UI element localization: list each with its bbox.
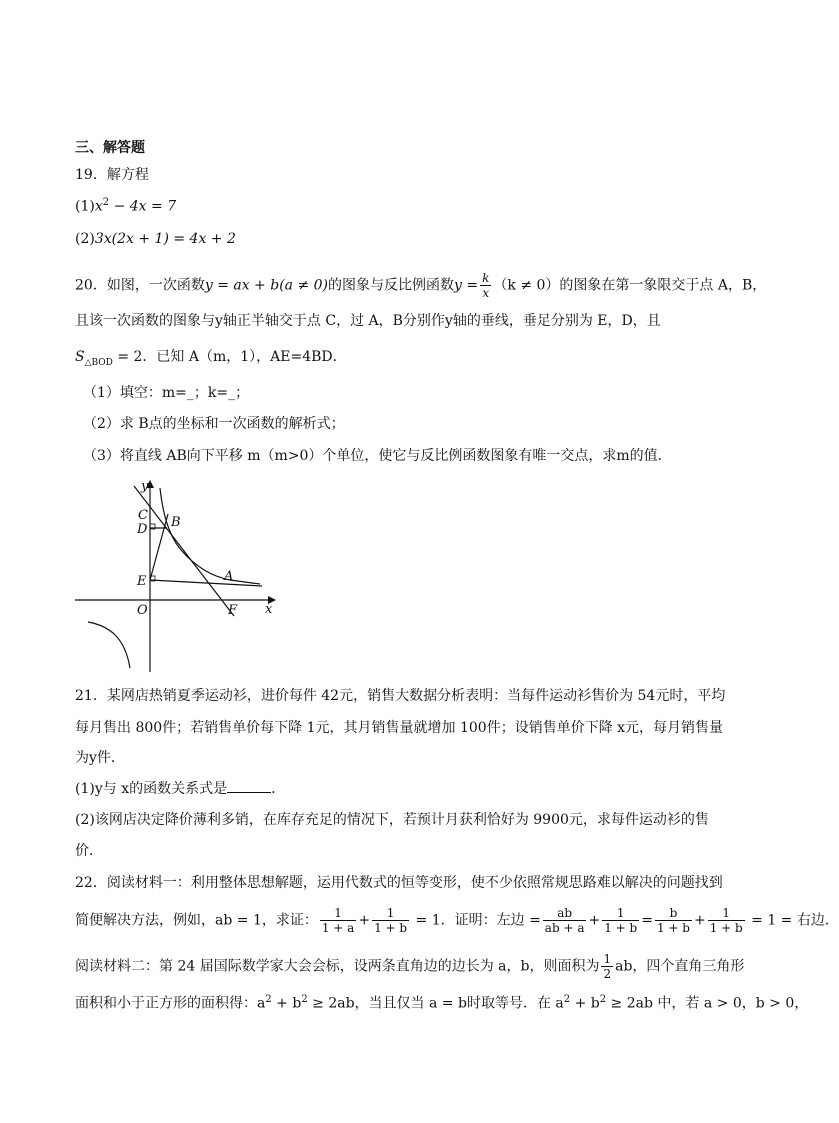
label-x: x bbox=[265, 602, 273, 617]
q22-frac-5 bbox=[655, 906, 692, 935]
hyperbola-branch-1 bbox=[160, 488, 260, 584]
section-title: 三、解答题 bbox=[75, 140, 145, 156]
q21-line2: 每月售出 800件；若销售单价每下降 1元，其月销售量就增加 100件；设销售单价下降 x元，每月销售量 bbox=[75, 720, 724, 736]
q22-l2-b: = 1．证明：左边 = bbox=[411, 912, 541, 929]
q20-cond1: (a ≠ 0) bbox=[279, 277, 329, 294]
q19-p1-sup: 2 bbox=[102, 197, 110, 208]
label-a: A bbox=[224, 569, 234, 584]
q22-l4-d: + b bbox=[570, 995, 600, 1012]
q20-sub2: （2）求 B点的坐标和一次函数的解析式； bbox=[83, 416, 345, 432]
q20-line2: 且该一次函数的图象与y轴正半轴交于点 C，过 A，B分别作y轴的垂线，垂足分别为 E，D，且 bbox=[75, 313, 661, 329]
q21-sub1 bbox=[75, 778, 285, 799]
frac-den: 1 + b bbox=[604, 921, 638, 935]
q21-sub2-cont: 价． bbox=[75, 843, 103, 859]
plus-sign: + bbox=[588, 912, 601, 929]
q22-l4-c: ≥ 2ab，当且仅当 a = b时取等号．在 a bbox=[307, 995, 564, 1012]
q22-l3-a: 阅读材料二：第 24 届国际数学家大会会标，设两条直角边的边长为 a，b，则面积为 bbox=[75, 958, 600, 975]
q20-cond2: （k ≠ 0） bbox=[493, 277, 560, 294]
frac-num: b bbox=[655, 906, 692, 921]
q20-fn1: y = ax + b bbox=[204, 277, 280, 294]
frac-den: 1 + b bbox=[709, 921, 743, 935]
frac-num: 1 bbox=[603, 952, 612, 966]
label-e: E bbox=[137, 574, 147, 589]
sup-2: 2 bbox=[301, 994, 308, 1005]
q20-frac-k bbox=[480, 271, 491, 300]
frac-num: 1 bbox=[372, 906, 409, 921]
q19-part2 bbox=[75, 229, 236, 249]
q20-s-sub: △BOD bbox=[84, 357, 113, 368]
equals-sign: = bbox=[641, 912, 653, 929]
q22-line3 bbox=[75, 952, 744, 981]
q21-s1-b: ． bbox=[271, 781, 286, 797]
q19-p2-eq: 3x(2x + 1) = 4x + 2 bbox=[94, 231, 236, 247]
q22-line2 bbox=[75, 906, 839, 935]
frac-den: ab + a bbox=[544, 921, 585, 935]
q22-frac-6 bbox=[708, 906, 745, 935]
plus-sign: + bbox=[693, 912, 706, 929]
label-o: O bbox=[137, 603, 148, 618]
frac-den: 1 + b bbox=[374, 921, 408, 935]
q21-line3: 为y件． bbox=[75, 750, 125, 766]
q22-l3-b: ab，四个直角三角形 bbox=[615, 958, 745, 975]
frac-den: 1 + a bbox=[321, 921, 355, 935]
q20-fn2: y = bbox=[454, 277, 479, 294]
label-f: F bbox=[228, 603, 238, 618]
q22-line4 bbox=[75, 990, 808, 1014]
line-ab bbox=[134, 486, 234, 616]
q22-frac-4 bbox=[602, 906, 639, 935]
frac-num: ab bbox=[543, 906, 587, 921]
q22-l4-b: + b bbox=[271, 995, 302, 1012]
q20-sub3: （3）将直线 AB向下平移 m（m>0）个单位，使它与反比例函数图象有唯一交点，求m的值． bbox=[83, 448, 672, 464]
q21-line1: 21．某网店热销夏季运动衫，进价每件 42元，销售大数据分析表明：当每件运动衫售价为 54元时，平均 bbox=[75, 688, 726, 704]
q20-sub1: （1）填空：m=_；k=_； bbox=[83, 385, 250, 401]
q22-l4-a: 面积和小于正方形的面积得：a bbox=[75, 995, 266, 1012]
q19-p1-eq-b: − 4x = 7 bbox=[109, 198, 177, 215]
q22-l2-a: 简便解决方法，例如，ab = 1，求证： bbox=[75, 912, 318, 929]
sup-2: 2 bbox=[599, 994, 607, 1005]
q22-frac-7 bbox=[601, 952, 613, 981]
frac-num: 1 bbox=[602, 906, 639, 921]
q19-stem: 19．解方程 bbox=[75, 167, 149, 183]
q20-line3 bbox=[75, 347, 347, 373]
q20-l1-b: 的图象与反比例函数 bbox=[328, 277, 455, 294]
q19-part1 bbox=[75, 193, 176, 217]
label-y: y bbox=[141, 479, 149, 494]
label-c: C bbox=[138, 508, 148, 523]
q20-l1-a: 20．如图，一次函数 bbox=[75, 277, 205, 294]
q20-s: S bbox=[75, 349, 85, 365]
sup-2: 2 bbox=[563, 994, 571, 1005]
q22-line1: 22．阅读材料一：利用整体思想解题，运用代数式的恒等变形，使不少依照常规思路难以解决的问题找到 bbox=[75, 875, 723, 891]
frac-num: 1 bbox=[708, 906, 745, 921]
q22-frac-2 bbox=[372, 906, 409, 935]
q19-p1-label: (1) bbox=[75, 198, 95, 215]
sup-2: 2 bbox=[265, 994, 272, 1005]
hyperbola-branch-2 bbox=[88, 622, 130, 668]
q20-line1 bbox=[75, 271, 766, 300]
frac-den: 1 + b bbox=[656, 921, 690, 935]
frac-den: 2 bbox=[603, 967, 612, 981]
frac-den: x bbox=[482, 286, 490, 300]
label-b: B bbox=[171, 515, 181, 530]
frac-num: k bbox=[482, 271, 490, 285]
line-ea bbox=[150, 580, 262, 586]
q21-sub2: (2)该网店决定降价薄利多销，在库存充足的情况下，若预计月获利恰好为 9900元，求每件运动衫的售 bbox=[75, 812, 709, 828]
answer-blank[interactable] bbox=[227, 778, 271, 793]
q21-s1-a: (1)y与 x的函数关系式是 bbox=[75, 781, 228, 797]
label-d: D bbox=[137, 522, 148, 537]
q20-figure bbox=[70, 476, 285, 676]
q19-p2-label: (2) bbox=[75, 231, 95, 247]
q20-l1-c: 的图象在第一象限交于点 A，B， bbox=[559, 277, 767, 294]
q22-l2-c: = 1 = 右边． bbox=[746, 912, 839, 929]
q22-frac-1 bbox=[320, 906, 356, 935]
q19-p1-eq-a: x bbox=[94, 198, 103, 215]
q22-frac-3 bbox=[543, 906, 587, 935]
plus-sign: + bbox=[358, 912, 371, 929]
q20-l3-rest: = 2．已知 A（m，1），AE=4BD． bbox=[112, 349, 347, 365]
frac-num: 1 bbox=[320, 906, 356, 921]
q22-l4-e: ≥ 2ab 中，若 a > 0，b > 0， bbox=[606, 995, 809, 1012]
